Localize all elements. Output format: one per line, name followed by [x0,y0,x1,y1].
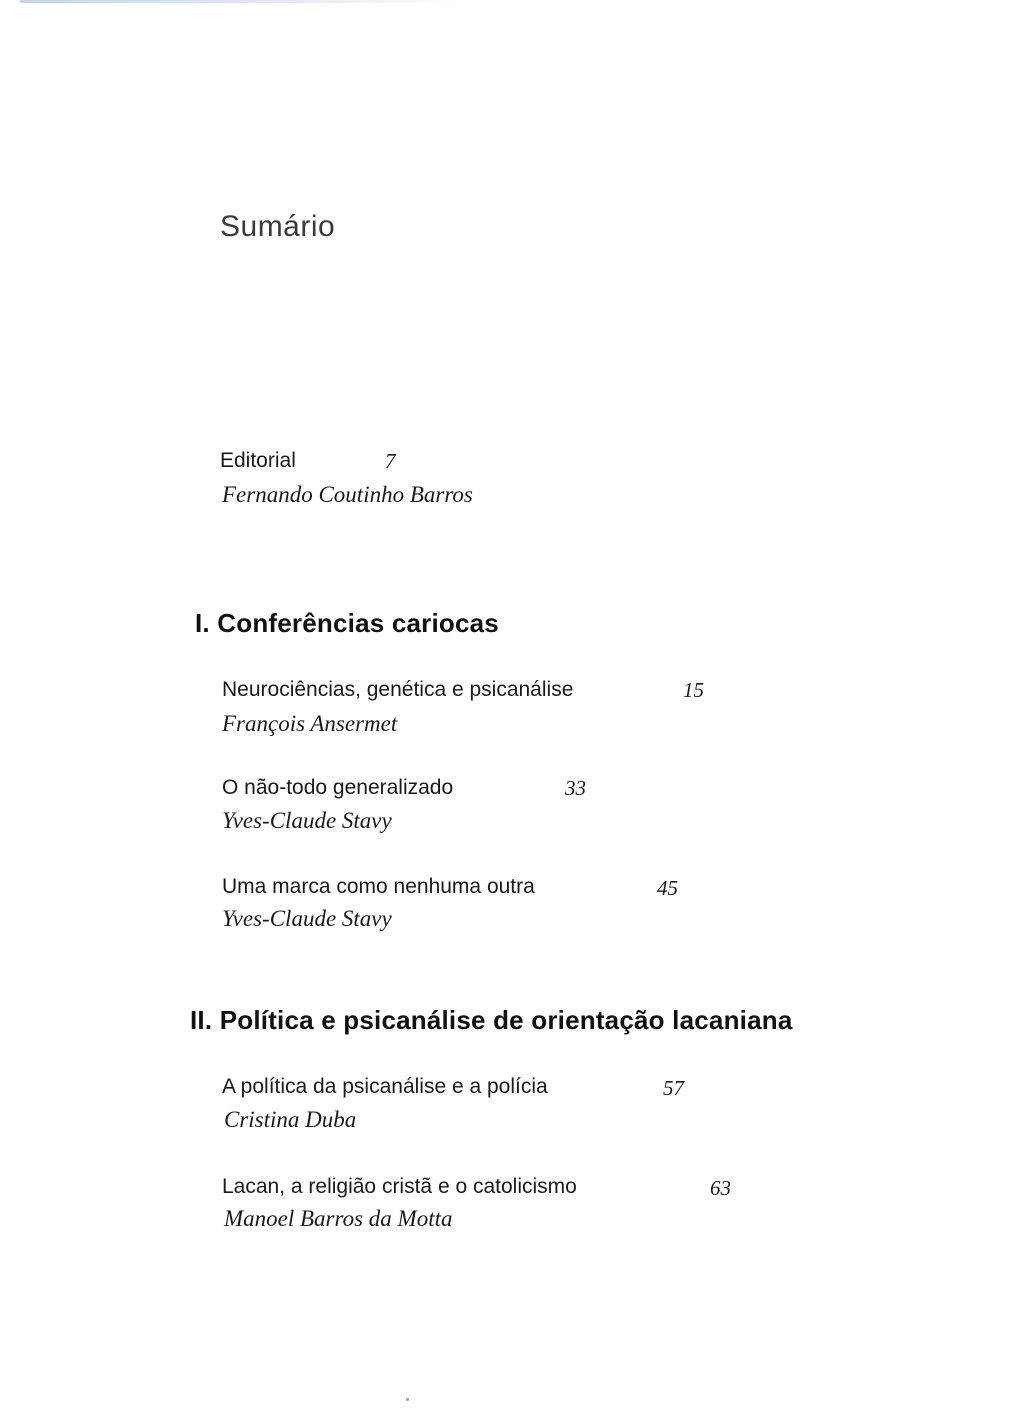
editorial-label: Editorial [220,449,296,472]
editorial-page-number: 7 [385,449,396,473]
entry-author: Yves-Claude Stavy [222,808,392,833]
entry-page-number: 57 [663,1076,684,1100]
entry-title: Lacan, a religião cristã e o catolicismo [222,1175,577,1198]
entry-author: Manoel Barros da Motta [224,1206,453,1231]
entry-title: O não-todo generalizado [222,776,454,799]
entry-page-number: 45 [657,876,678,900]
entry-author: François Ansermet [222,711,398,736]
page-title: Sumário [220,210,336,243]
section-heading-1: I. Conferências cariocas [195,608,499,638]
entry-title: A política da psicanálise e a polícia [222,1075,548,1098]
entry-page-number: 33 [565,776,586,800]
entry-title: Neurociências, genética e psicanálise [222,678,574,701]
scan-artifact [20,0,460,3]
entry-author: Cristina Duba [224,1107,357,1132]
entry-page-number: 63 [710,1176,731,1200]
section-heading-2: II. Política e psicanálise de orientação lacaniana [190,1005,793,1035]
scan-speck [406,1398,409,1401]
entry-page-number: 15 [683,678,704,702]
entry-author: Yves-Claude Stavy [222,906,392,931]
entry-title: Uma marca como nenhuma outra [222,875,535,898]
editorial-author: Fernando Coutinho Barros [222,482,473,507]
